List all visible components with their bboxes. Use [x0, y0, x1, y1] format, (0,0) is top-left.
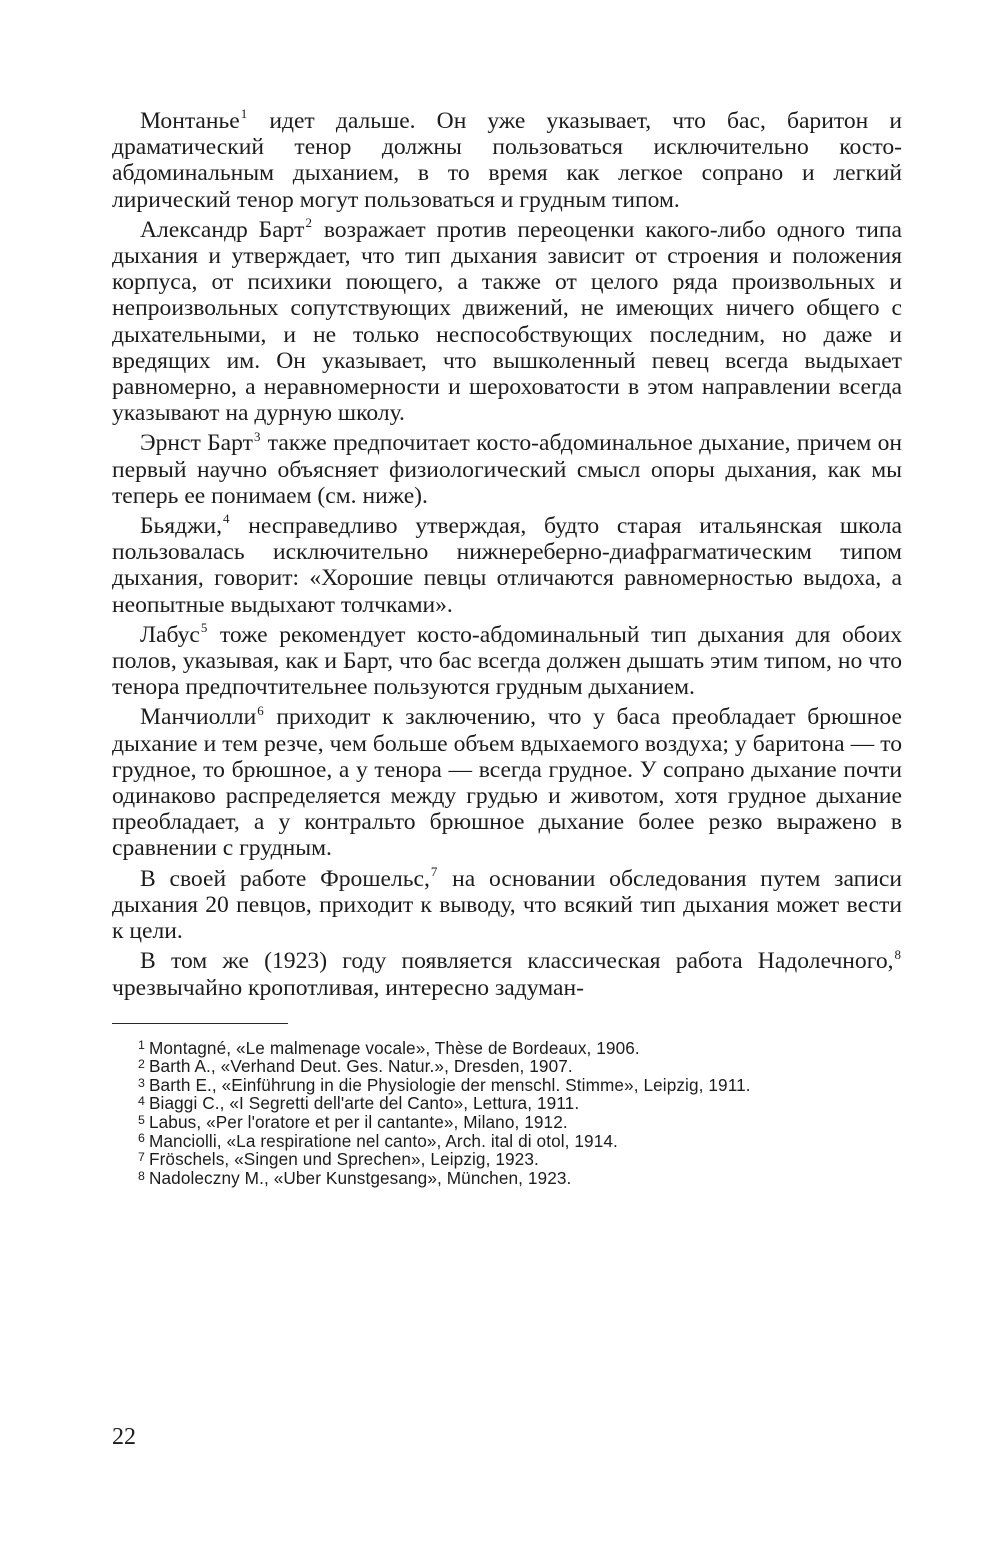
paragraph-montagne [112, 108, 902, 213]
footnote-ref: 7 [430, 863, 438, 879]
paragraph-text: Монтанье [140, 108, 240, 134]
footnote-text: Barth E., «Einführung in die Physiologie der menschl. Stimme», Leipzig, 1911. [148, 1074, 751, 1095]
paragraph-text: Манчиолли [140, 704, 257, 731]
footnote-number: 1 [138, 1038, 145, 1053]
footnote-ref: 5 [200, 620, 208, 636]
footnote-number: 5 [138, 1112, 145, 1127]
paragraph-ernst-barth [112, 430, 902, 509]
footnote-text: Biaggi C., «I Segretti dell'arte del Canto», Lettura, 1911. [148, 1093, 580, 1114]
footnote-item [112, 1132, 902, 1151]
footnote-number: 2 [138, 1056, 145, 1071]
footnote-ref: 8 [894, 946, 901, 962]
paragraph-nadoleczny [112, 948, 902, 1000]
footnote-text: Labus, «Per l'oratore et per il cantante», Milano, 1912. [148, 1112, 568, 1133]
footnote-text: Barth A., «Verhand Deut. Ges. Natur.», Dresden, 1907. [148, 1056, 573, 1077]
paragraph-biaggi [112, 513, 902, 618]
footnote-ref: 4 [223, 511, 230, 527]
paragraph-alexander-barth [112, 217, 902, 427]
footnote-item [112, 1150, 902, 1169]
body-text [112, 108, 902, 1001]
page-number: 22 [112, 1424, 136, 1450]
paragraph-text: приходит к заключению, что у баса преобладает брюшное дыхание и тем резче, чем больше объем вдыхаемого воздуха; у баритона — то грудное, то брюшное, а у тенора — всегда грудное. У сопрано дыхание почти одинаково распределяется между грудью и животом, хотя грудное дыхание преобладает, а у контральто брюшное дыхание более резко выражено в сравнении с грудным. [112, 704, 902, 862]
footnote-text: Nadoleczny M., «Uber Kunstgesang», München, 1923. [148, 1167, 572, 1188]
paragraph-text: возражает против переоценки какого-либо одного типа дыхания и утверждает, что тип дыхания зависит от строения и положения корпуса, от психики поющего, а также от целого ряда произвольных и непроизвольных сопутствующих движений, не имеющих ничего общего с дыхательными, и не только неспособствующих последним, но даже и вредящих им. Он указывает, что вышколенный певец всегда выдыхает равномерно, а неравномерности и шероховатости в этом направлении всегда указывают на дурную школу. [112, 216, 902, 427]
footnote-text: Manciolli, «La respiratione nel canto», Arch. ital di otol, 1914. [148, 1130, 618, 1151]
paragraph-froeschels [112, 863, 903, 945]
footnote-number: 3 [138, 1075, 145, 1090]
paragraph-text: идет дальше. Он уже указывает, что бас, баритон и драматический тенор должны пользоваться исключительно косто-абдоминальным дыханием, в то время как легкое сопрано и легкий лирический тенор могут пользоваться и грудным типом. [112, 108, 902, 213]
footnotes [112, 1039, 902, 1188]
paragraph-text: Лабус [140, 621, 200, 648]
paragraph-text: В своей работе Фрошельс, [140, 865, 430, 892]
paragraph-text: Бьяджи, [140, 513, 222, 540]
footnote-text: Fröschels, «Singen und Sprechen», Leipzig, 1923. [148, 1149, 539, 1170]
footnote-item [112, 1057, 902, 1076]
footnote-ref: 6 [257, 702, 264, 718]
footnote-ref: 3 [253, 428, 261, 444]
paragraph-text: на основании обследования путем записи дыхания 20 певцов, приходит к выводу, что всякий тип дыхания может вести к цели. [112, 865, 903, 945]
paragraph-text: Эрнст Барт [140, 430, 253, 457]
paragraph-text: также предпочитает косто-абдоминальное дыхание, причем он первый научно объясняет физиологический смысл опоры дыхания, как мы теперь ее понимаем (см. ниже). [112, 430, 903, 509]
footnote-item [112, 1169, 902, 1188]
footnote-ref: 2 [305, 215, 312, 231]
footnote-text: Montagné, «Le malmenage vocale», Thèse de Bordeaux, 1906. [148, 1037, 640, 1058]
paragraph-text: В том же (1923) году появляется классическая работа Надолечного, [140, 948, 894, 975]
footnote-ref: 1 [240, 106, 248, 122]
footnote-item [112, 1039, 902, 1058]
paragraph-manciolli [112, 704, 902, 861]
footnote-number: 6 [138, 1131, 145, 1146]
footnote-divider [112, 1023, 288, 1024]
page-content [112, 108, 902, 1187]
paragraph-labus [112, 622, 902, 701]
footnote-item [112, 1113, 902, 1132]
paragraph-text: Александр Барт [140, 216, 305, 243]
paragraph-text: несправедливо утверждая, будто старая итальянская школа пользовалась исключительно нижнереберно-диафрагматическим типом дыхания, говорит: «Хорошие певцы отличаются равномерностью выдоха, а неопытные выдыхают толчками». [112, 513, 902, 618]
footnote-number: 7 [138, 1149, 145, 1164]
paragraph-text: чрезвычайно кропотливая, интересно задуман- [112, 974, 584, 1001]
footnote-number: 8 [138, 1168, 145, 1183]
footnote-item [112, 1076, 902, 1095]
footnote-number: 4 [138, 1094, 145, 1109]
paragraph-text: тоже рекомендует косто-абдоминальный тип дыхания для обоих полов, указывая, как и Барт, что бас всегда должен дышать этим типом, но что тенора предпочтительнее пользуются грудным дыханием. [112, 621, 902, 701]
footnote-item [112, 1094, 902, 1113]
